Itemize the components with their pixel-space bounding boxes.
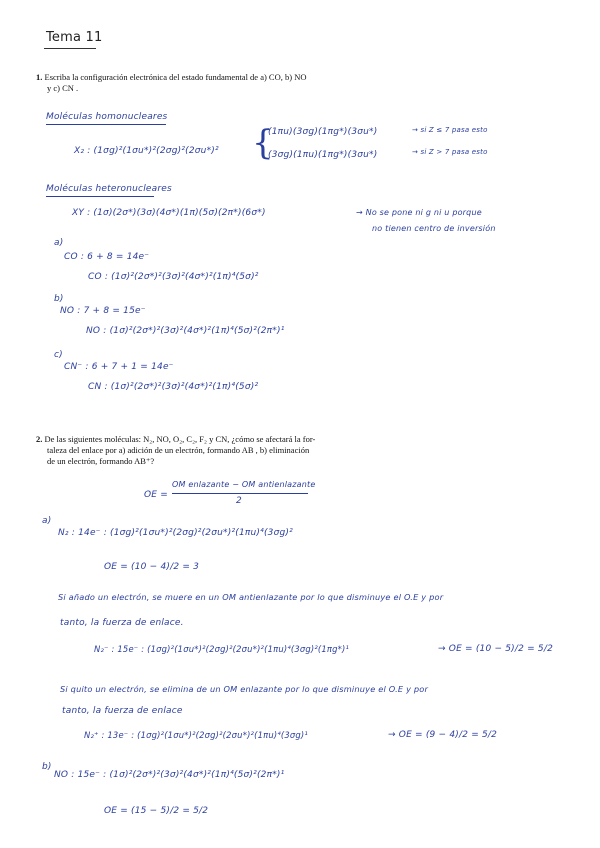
- oe-fraction-bar: [172, 493, 308, 494]
- brace-top-config: (1πu)(3σg)(1πg*)(3σu*): [268, 127, 378, 137]
- question-2-line-2: taleza del enlace por a) adición de un electrón, formando AB , b) eliminación: [47, 445, 310, 455]
- add-electron-note-2: tanto, la fuerza de enlace.: [60, 618, 184, 628]
- co-electron-count: CO : 6 + 8 = 14e⁻: [64, 252, 150, 262]
- n2-bond-order: OE = (10 − 4)/2 = 3: [104, 562, 200, 572]
- handwritten-title: Tema 11: [46, 30, 103, 45]
- homonuclear-title: Moléculas homonucleares: [46, 112, 168, 122]
- part-b-label: b): [54, 294, 64, 304]
- heteronuclear-underline: [46, 196, 154, 197]
- oe-formula-numerator: OM enlazante − OM antienlazante: [172, 480, 316, 489]
- no-15e-bond-order: OE = (15 − 5)/2 = 5/2: [104, 806, 209, 816]
- x2-config: X₂ : (1σg)²(1σu*)²(2σg)²(2σu*)²: [74, 146, 219, 156]
- xy-config: XY : (1σ)(2σ*)(3σ)(4σ*)(1π)(5σ)(2π*)(6σ*): [72, 208, 266, 218]
- xy-note-1: → No se pone ni g ni u porque: [356, 208, 482, 217]
- cn-electron-count: CN⁻ : 6 + 7 + 1 = 14e⁻: [64, 362, 174, 372]
- homonuclear-underline: [46, 124, 166, 125]
- q2-part-a-label: a): [42, 516, 52, 526]
- question-2-number: 2.: [36, 434, 43, 444]
- n2-anion-config: N₂⁻ : 15e⁻ : (1σg)²(1σu*)²(2σg)²(2σu*)²(1πu)⁴(3σg)²(1πg*)¹: [94, 644, 350, 654]
- config-brace: {: [252, 123, 274, 163]
- oe-formula-denominator: 2: [236, 496, 242, 506]
- question-2: [36, 434, 346, 467]
- n2-cation-bond-order: → OE = (9 − 4)/2 = 5/2: [388, 730, 498, 740]
- xy-note-2: no tienen centro de inversión: [372, 224, 496, 233]
- cn-config: CN : (1σ)²(2σ*)²(3σ)²(4σ*)²(1π)⁴(5σ)²: [88, 382, 259, 392]
- brace-top-note: → si Z ≤ 7 pasa esto: [412, 126, 488, 134]
- n2-cation-config: N₂⁺ : 13e⁻ : (1σg)²(1σu*)²(2σg)²(2σu*)²(1πu)⁴(3σg)¹: [84, 730, 308, 740]
- question-1-line-2: y c) CN .: [47, 83, 79, 93]
- oe-formula-lhs: OE =: [144, 490, 168, 500]
- remove-electron-note-1: Si quito un electrón, se elimina de un OM enlazante por lo que disminuye el O.E y por: [60, 684, 429, 694]
- question-1-line-1: Escriba la configuración electrónica del estado fundamental de a) CO, b) NO: [44, 72, 307, 82]
- question-1: [36, 72, 376, 94]
- part-a-label: a): [54, 238, 64, 248]
- no-config: NO : (1σ)²(2σ*)²(3σ)²(4σ*)²(1π)⁴(5σ)²(2π*)¹: [86, 326, 285, 336]
- heteronuclear-title: Moléculas heteronucleares: [46, 184, 172, 194]
- no-15e-config: NO : 15e⁻ : (1σ)²(2σ*)²(3σ)²(4σ*)²(1π)⁴(5σ)²(2π*)¹: [54, 770, 285, 780]
- remove-electron-note-2: tanto, la fuerza de enlace: [62, 706, 183, 716]
- title-underline: [44, 48, 96, 49]
- n2-anion-bond-order: → OE = (10 − 5)/2 = 5/2: [438, 644, 554, 654]
- q2-part-b-label: b): [42, 762, 52, 772]
- no-electron-count: NO : 7 + 8 = 15e⁻: [60, 306, 146, 316]
- co-config: CO : (1σ)²(2σ*)²(3σ)²(4σ*)²(1π)⁴(5σ)²: [88, 272, 259, 282]
- n2-config: N₂ : 14e⁻ : (1σg)²(1σu*)²(2σg)²(2σu*)²(1πu)⁴(3σg)²: [58, 528, 293, 538]
- question-1-number: 1.: [36, 72, 43, 82]
- brace-bottom-note: → si Z > 7 pasa esto: [412, 148, 488, 156]
- question-2-line-1: De las siguientes moléculas: N₂, NO, O₂, C₂, F₂ y CN, ¿cómo se afectará la for-: [44, 434, 316, 444]
- add-electron-note-1: Si añado un electrón, se muere en un OM antienlazante por lo que disminuye el O.E y por: [58, 592, 444, 602]
- part-c-label: c): [54, 350, 63, 360]
- question-2-line-3: de un electrón, formando AB⁺?: [47, 456, 155, 466]
- brace-bottom-config: (3σg)(1πu)(1πg*)(3σu*): [268, 150, 378, 160]
